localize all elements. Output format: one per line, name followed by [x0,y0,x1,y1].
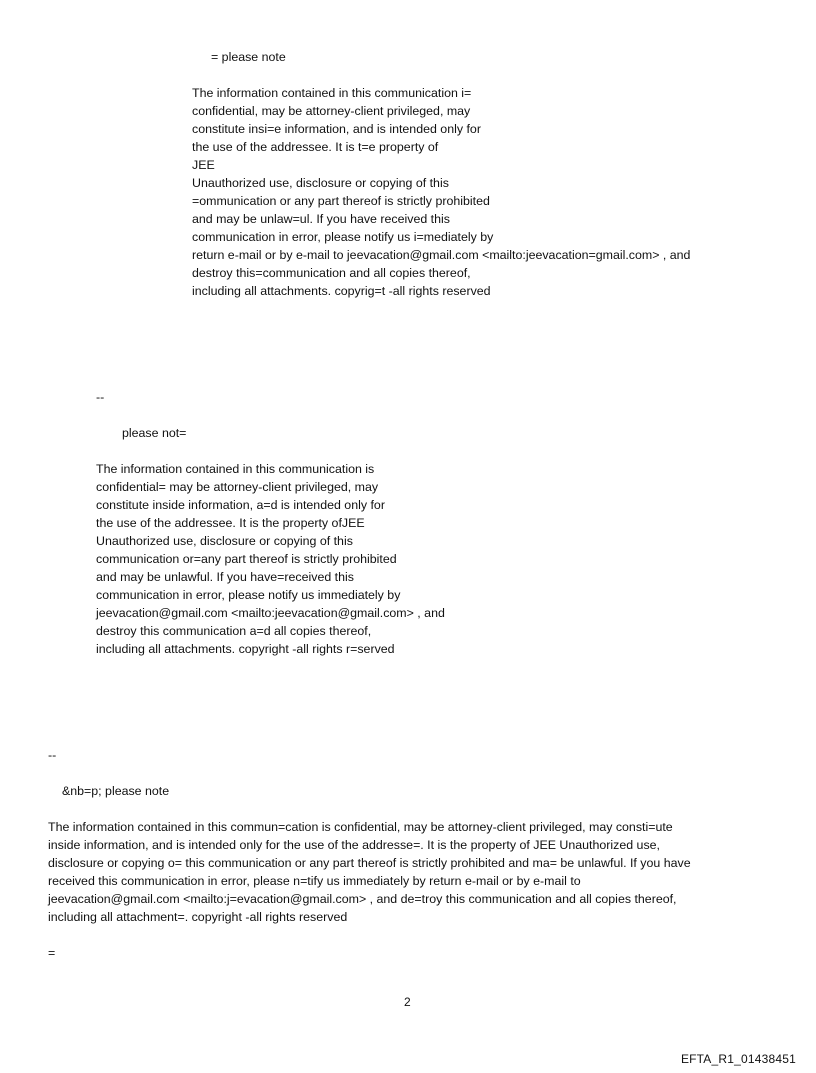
section1-line: destroy this=communication and all copies thereof, [192,266,471,280]
section3-separator: -- [48,748,57,762]
section3-line: inside information, and is intended only for the use of the addresse=. It is the property of JEE Unauthorized use, [48,838,660,852]
section3-trailer: = [48,946,56,960]
section2-line: The information contained in this communication is [96,462,375,476]
section3-body [48,818,691,926]
section1-line: the use of the addressee. It is t=e property of [192,140,439,154]
section1-line: and may be unlaw=ul. If you have received this [192,212,450,226]
section2-line: confidential= may be attorney-client privileged, may [96,480,379,494]
section2-body [96,460,445,658]
section3-line: disclosure or copying o= this communication or any part thereof is strictly prohibited and ma= be unlawful. If you have [48,856,691,870]
section2-line: constitute inside information, a=d is intended only for [96,498,385,512]
section3-note: &nb=p; please note [62,784,170,798]
section3-line: including all attachment=. copyright -all rights reserved [48,910,348,924]
section2-note: please not= [122,426,187,440]
section1-line: confidential, may be attorney-client privileged, may [192,104,471,118]
section2-line: communication in error, please notify us immediately by [96,588,401,602]
section2-separator: -- [96,390,105,404]
section1-line: The information contained in this communication i= [192,86,472,100]
section1-line: =ommunication or any part thereof is strictly prohibited [192,194,490,208]
section2-line: and may be unlawful. If you have=received this [96,570,354,584]
section1-line: including all attachments. copyrig=t -all rights reserved [192,284,491,298]
section2-line: destroy this communication a=d all copies thereof, [96,624,372,638]
section2-line: including all attachments. copyright -all rights r=served [96,642,395,656]
section1-line: JEE [192,158,215,172]
section3-line: received this communication in error, please n=tify us immediately by return e-mail or by e-mail to [48,874,581,888]
section2-line: Unauthorized use, disclosure or copying of this [96,534,353,548]
section1-body [192,84,690,300]
section3-line: jeevacation@gmail.com <mailto:j=evacation@gmail.com> , and de=troy this communication and all copies thereof, [48,892,677,906]
section2-line: the use of the addressee. It is the property ofJEE [96,516,365,530]
page-number: 2 [404,995,411,1009]
section1-note: = please note [211,50,286,64]
section1-line: communication in error, please notify us i=mediately by [192,230,494,244]
section2-line: communication or=any part thereof is strictly prohibited [96,552,397,566]
section1-line: Unauthorized use, disclosure or copying of this [192,176,449,190]
section2-line: jeevacation@gmail.com <mailto:jeevacation@gmail.com> , and [96,606,445,620]
section1-line: constitute insi=e information, and is intended only for [192,122,481,136]
section1-line: return e-mail or by e-mail to jeevacation@gmail.com <mailto:jeevacation=gmail.com> , and [192,248,691,262]
section3-line: The information contained in this commun=cation is confidential, may be attorney-client privileged, may consti=ute [48,820,673,834]
document-id: EFTA_R1_01438451 [680,1052,796,1066]
